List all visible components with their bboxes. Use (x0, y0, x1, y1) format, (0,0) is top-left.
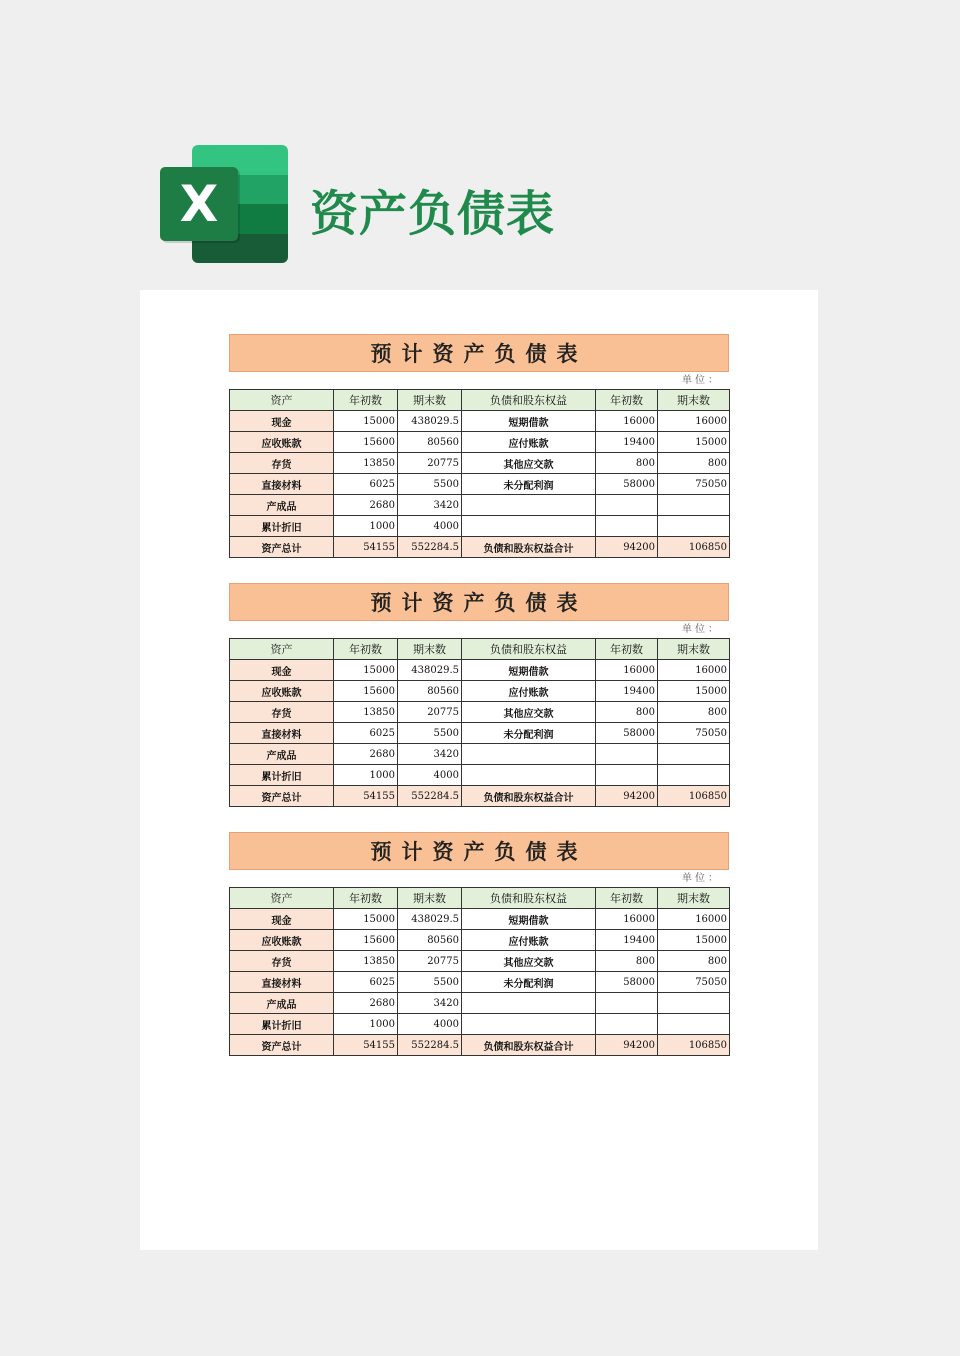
opening-value-cell[interactable]: 6025 (334, 474, 398, 495)
closing-value-cell[interactable]: 3420 (398, 744, 462, 765)
liability-label-cell[interactable]: 短期借款 (462, 909, 596, 930)
asset-label-cell[interactable]: 现金 (230, 660, 334, 681)
total-closing-cell[interactable]: 552284.5 (398, 786, 462, 807)
table-row (230, 495, 730, 516)
table-row (230, 723, 730, 744)
column-header[interactable]: 期末数 (398, 639, 462, 660)
asset-label-cell[interactable]: 直接材料 (230, 474, 334, 495)
asset-label-cell[interactable]: 存货 (230, 453, 334, 474)
table-row (230, 765, 730, 786)
table-row (230, 702, 730, 723)
total-opening-cell[interactable]: 94200 (596, 786, 658, 807)
closing-value-cell[interactable]: 80560 (398, 681, 462, 702)
column-header[interactable]: 年初数 (596, 639, 658, 660)
balance-sheet-table (229, 334, 729, 558)
liability-label-cell[interactable] (462, 993, 596, 1014)
liability-label-cell[interactable]: 未分配利润 (462, 474, 596, 495)
asset-label-cell[interactable]: 应收账款 (230, 681, 334, 702)
closing-value-cell[interactable]: 16000 (658, 909, 730, 930)
table-row (230, 930, 730, 951)
closing-value-cell[interactable]: 5500 (398, 972, 462, 993)
sheet-title: 预计资产负债表 (229, 832, 729, 870)
closing-value-cell[interactable]: 4000 (398, 1014, 462, 1035)
column-header[interactable]: 负债和股东权益 (462, 888, 596, 909)
asset-label-cell[interactable]: 累计折旧 (230, 516, 334, 537)
asset-label-cell[interactable]: 累计折旧 (230, 1014, 334, 1035)
opening-value-cell[interactable]: 13850 (334, 951, 398, 972)
liability-label-cell[interactable] (462, 1014, 596, 1035)
total-closing-cell[interactable]: 552284.5 (398, 1035, 462, 1056)
asset-label-cell[interactable]: 产成品 (230, 993, 334, 1014)
closing-value-cell[interactable]: 80560 (398, 432, 462, 453)
column-header[interactable]: 期末数 (398, 888, 462, 909)
closing-value-cell[interactable] (658, 1014, 730, 1035)
opening-value-cell[interactable]: 58000 (596, 723, 658, 744)
opening-value-cell[interactable]: 58000 (596, 474, 658, 495)
total-assets-label[interactable]: 资产总计 (230, 1035, 334, 1056)
liability-label-cell[interactable]: 应付账款 (462, 930, 596, 951)
total-closing-cell[interactable]: 106850 (658, 537, 730, 558)
column-header[interactable]: 资产 (230, 639, 334, 660)
table-row (230, 909, 730, 930)
opening-value-cell[interactable]: 2680 (334, 744, 398, 765)
closing-value-cell[interactable]: 3420 (398, 993, 462, 1014)
closing-value-cell[interactable]: 80560 (398, 930, 462, 951)
total-liabilities-label[interactable]: 负债和股东权益合计 (462, 537, 596, 558)
table-row (230, 744, 730, 765)
closing-value-cell[interactable]: 15000 (658, 681, 730, 702)
closing-value-cell[interactable]: 800 (658, 951, 730, 972)
asset-label-cell[interactable]: 应收账款 (230, 930, 334, 951)
closing-value-cell[interactable]: 20775 (398, 453, 462, 474)
closing-value-cell[interactable]: 20775 (398, 702, 462, 723)
closing-value-cell[interactable]: 16000 (658, 411, 730, 432)
table-row (230, 411, 730, 432)
opening-value-cell[interactable]: 13850 (334, 453, 398, 474)
total-row (230, 1035, 730, 1056)
closing-value-cell[interactable]: 5500 (398, 474, 462, 495)
closing-value-cell[interactable]: 800 (658, 702, 730, 723)
column-header[interactable]: 年初数 (596, 888, 658, 909)
closing-value-cell[interactable] (658, 765, 730, 786)
asset-label-cell[interactable]: 产成品 (230, 744, 334, 765)
asset-label-cell[interactable]: 累计折旧 (230, 765, 334, 786)
asset-label-cell[interactable]: 现金 (230, 411, 334, 432)
sheet-title: 预计资产负债表 (229, 583, 729, 621)
liability-label-cell[interactable] (462, 495, 596, 516)
asset-label-cell[interactable]: 产成品 (230, 495, 334, 516)
balance-table (229, 638, 730, 807)
opening-value-cell[interactable]: 2680 (334, 495, 398, 516)
total-opening-cell[interactable]: 54155 (334, 1035, 398, 1056)
total-row (230, 537, 730, 558)
liability-label-cell[interactable]: 应付账款 (462, 681, 596, 702)
opening-value-cell[interactable]: 1000 (334, 1014, 398, 1035)
total-closing-cell[interactable]: 552284.5 (398, 537, 462, 558)
opening-value-cell[interactable]: 19400 (596, 930, 658, 951)
opening-value-cell[interactable]: 19400 (596, 681, 658, 702)
column-header[interactable]: 期末数 (658, 390, 730, 411)
closing-value-cell[interactable]: 3420 (398, 495, 462, 516)
balance-table (229, 389, 730, 558)
column-header[interactable]: 资产 (230, 390, 334, 411)
closing-value-cell[interactable]: 438029.5 (398, 660, 462, 681)
opening-value-cell[interactable]: 15600 (334, 930, 398, 951)
closing-value-cell[interactable]: 20775 (398, 951, 462, 972)
column-header[interactable]: 负债和股东权益 (462, 390, 596, 411)
table-row (230, 1014, 730, 1035)
closing-value-cell[interactable] (658, 495, 730, 516)
total-assets-label[interactable]: 资产总计 (230, 786, 334, 807)
column-header[interactable]: 年初数 (334, 390, 398, 411)
document-page (140, 290, 818, 1250)
opening-value-cell[interactable]: 1000 (334, 516, 398, 537)
table-row (230, 993, 730, 1014)
opening-value-cell[interactable] (596, 495, 658, 516)
total-closing-cell[interactable]: 106850 (658, 1035, 730, 1056)
closing-value-cell[interactable]: 4000 (398, 516, 462, 537)
liability-label-cell[interactable]: 未分配利润 (462, 723, 596, 744)
balance-sheet-table (229, 832, 729, 1056)
opening-value-cell[interactable]: 58000 (596, 972, 658, 993)
opening-value-cell[interactable] (596, 765, 658, 786)
opening-value-cell[interactable]: 15600 (334, 681, 398, 702)
closing-value-cell[interactable]: 800 (658, 453, 730, 474)
liability-label-cell[interactable]: 短期借款 (462, 411, 596, 432)
closing-value-cell[interactable]: 16000 (658, 660, 730, 681)
opening-value-cell[interactable] (596, 516, 658, 537)
unit-label: 单位： (682, 375, 721, 386)
column-header[interactable]: 期末数 (398, 390, 462, 411)
balance-sheet-table (229, 583, 729, 807)
opening-value-cell[interactable]: 2680 (334, 993, 398, 1014)
column-header[interactable]: 年初数 (334, 639, 398, 660)
asset-label-cell[interactable]: 存货 (230, 702, 334, 723)
column-header[interactable]: 年初数 (596, 390, 658, 411)
column-header[interactable]: 年初数 (334, 888, 398, 909)
closing-value-cell[interactable]: 75050 (658, 474, 730, 495)
closing-value-cell[interactable] (658, 516, 730, 537)
total-opening-cell[interactable]: 54155 (334, 537, 398, 558)
opening-value-cell[interactable]: 15000 (334, 411, 398, 432)
total-opening-cell[interactable]: 94200 (596, 537, 658, 558)
table-row (230, 516, 730, 537)
unit-label: 单位： (682, 624, 721, 635)
total-opening-cell[interactable]: 94200 (596, 1035, 658, 1056)
closing-value-cell[interactable]: 75050 (658, 972, 730, 993)
closing-value-cell[interactable]: 75050 (658, 723, 730, 744)
closing-value-cell[interactable] (658, 744, 730, 765)
balance-table (229, 887, 730, 1056)
opening-value-cell[interactable]: 800 (596, 453, 658, 474)
table-header-row (230, 888, 730, 909)
opening-value-cell[interactable]: 6025 (334, 972, 398, 993)
table-row (230, 681, 730, 702)
column-header[interactable]: 负债和股东权益 (462, 639, 596, 660)
table-row (230, 453, 730, 474)
opening-value-cell[interactable] (596, 744, 658, 765)
asset-label-cell[interactable]: 存货 (230, 951, 334, 972)
total-liabilities-label[interactable]: 负债和股东权益合计 (462, 1035, 596, 1056)
liability-label-cell[interactable]: 其他应交款 (462, 453, 596, 474)
table-row (230, 660, 730, 681)
column-header[interactable]: 资产 (230, 888, 334, 909)
closing-value-cell[interactable]: 15000 (658, 930, 730, 951)
opening-value-cell[interactable]: 19400 (596, 432, 658, 453)
opening-value-cell[interactable]: 15000 (334, 909, 398, 930)
liability-label-cell[interactable] (462, 744, 596, 765)
table-header-row (230, 639, 730, 660)
column-header[interactable]: 期末数 (658, 888, 730, 909)
opening-value-cell[interactable]: 1000 (334, 765, 398, 786)
closing-value-cell[interactable]: 438029.5 (398, 411, 462, 432)
closing-value-cell[interactable]: 15000 (658, 432, 730, 453)
opening-value-cell[interactable]: 15000 (334, 660, 398, 681)
table-row (230, 474, 730, 495)
table-row (230, 972, 730, 993)
excel-icon (160, 145, 288, 263)
total-opening-cell[interactable]: 54155 (334, 786, 398, 807)
column-header[interactable]: 期末数 (658, 639, 730, 660)
total-assets-label[interactable]: 资产总计 (230, 537, 334, 558)
page-header (160, 145, 800, 263)
opening-value-cell[interactable] (596, 993, 658, 1014)
opening-value-cell[interactable] (596, 1014, 658, 1035)
liability-label-cell[interactable]: 应付账款 (462, 432, 596, 453)
opening-value-cell[interactable]: 16000 (596, 909, 658, 930)
total-closing-cell[interactable]: 106850 (658, 786, 730, 807)
liability-label-cell[interactable]: 未分配利润 (462, 972, 596, 993)
page-title: 资产负债表 (310, 186, 556, 242)
closing-value-cell[interactable]: 4000 (398, 765, 462, 786)
opening-value-cell[interactable]: 800 (596, 702, 658, 723)
liability-label-cell[interactable]: 其他应交款 (462, 702, 596, 723)
opening-value-cell[interactable]: 6025 (334, 723, 398, 744)
excel-letter: X (160, 167, 238, 241)
asset-label-cell[interactable]: 直接材料 (230, 723, 334, 744)
closing-value-cell[interactable]: 5500 (398, 723, 462, 744)
opening-value-cell[interactable]: 13850 (334, 702, 398, 723)
asset-label-cell[interactable]: 应收账款 (230, 432, 334, 453)
liability-label-cell[interactable]: 短期借款 (462, 660, 596, 681)
opening-value-cell[interactable]: 16000 (596, 411, 658, 432)
liability-label-cell[interactable] (462, 765, 596, 786)
opening-value-cell[interactable]: 800 (596, 951, 658, 972)
total-row (230, 786, 730, 807)
closing-value-cell[interactable] (658, 993, 730, 1014)
total-liabilities-label[interactable]: 负债和股东权益合计 (462, 786, 596, 807)
asset-label-cell[interactable]: 直接材料 (230, 972, 334, 993)
asset-label-cell[interactable]: 现金 (230, 909, 334, 930)
closing-value-cell[interactable]: 438029.5 (398, 909, 462, 930)
liability-label-cell[interactable]: 其他应交款 (462, 951, 596, 972)
table-header-row (230, 390, 730, 411)
unit-label: 单位： (682, 873, 721, 884)
table-row (230, 432, 730, 453)
opening-value-cell[interactable]: 16000 (596, 660, 658, 681)
opening-value-cell[interactable]: 15600 (334, 432, 398, 453)
sheet-title: 预计资产负债表 (229, 334, 729, 372)
table-row (230, 951, 730, 972)
liability-label-cell[interactable] (462, 516, 596, 537)
